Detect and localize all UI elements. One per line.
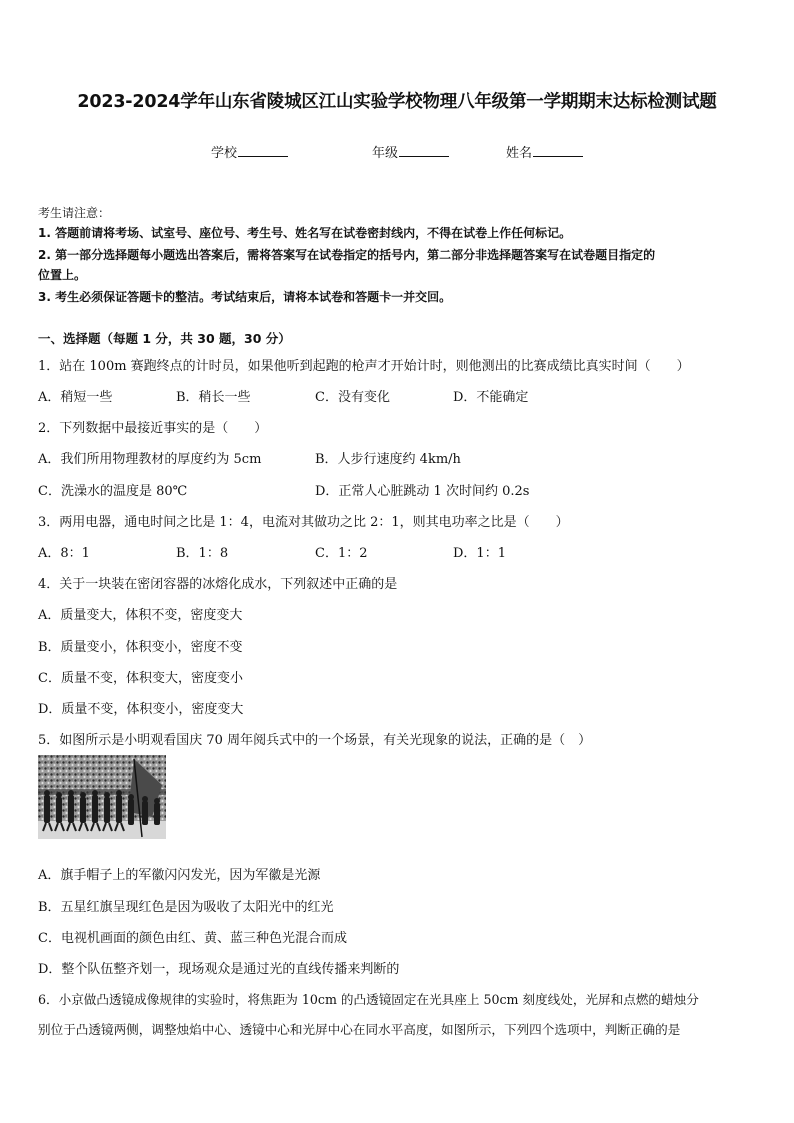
q4-option-b: B．质量变小，体积变小，密度不变 bbox=[38, 640, 243, 655]
notice-item-1: 1. 答题前请将考场、试室号、座位号、考生号、姓名写在试卷密封线内，不得在试卷上作任何标记。 bbox=[38, 226, 572, 240]
q1-option-a: A．稍短一些 bbox=[38, 390, 113, 405]
q1-option-b: B．稍长一些 bbox=[176, 390, 251, 405]
q3-option-b: B．1：8 bbox=[176, 546, 229, 561]
q3-option-c: C．1：2 bbox=[315, 546, 368, 561]
name-field bbox=[506, 142, 583, 161]
q2-option-c: C．洗澡水的温度是 80℃ bbox=[38, 484, 188, 499]
q5-option-b: B．五星红旗呈现红色是因为吸收了太阳光中的红光 bbox=[38, 900, 334, 915]
q5-option-c: C．电视机画面的颜色由红、黄、蓝三种色光混合而成 bbox=[38, 931, 347, 946]
notice-heading: 考生请注意： bbox=[38, 206, 111, 220]
grade-label: 年级 bbox=[372, 146, 399, 161]
q6-stem-line2: 别位于凸透镜两侧，调整烛焰中心、透镜中心和光屏中心在同水平高度，如图所示，下列四个选项中，判断正确的是 bbox=[38, 1022, 681, 1037]
q5-option-a: A．旗手帽子上的军徽闪闪发光，因为军徽是光源 bbox=[38, 868, 321, 883]
notice-item-2-cont: 位置上。 bbox=[38, 268, 87, 282]
q5-stem: 5．如图所示是小明观看国庆 70 周年阅兵式中的一个场景，有关光现象的说法，正确的是（ ） bbox=[38, 733, 592, 748]
q2-option-d: D．正常人心脏跳动 1 次时间约 0.2s bbox=[315, 484, 530, 499]
q1-stem: 1．站在 100m 赛跑终点的计时员，如果他听到起跑的枪声才开始计时，则他测出的比赛成绩比真实时间（ ） bbox=[38, 359, 690, 374]
q3-option-d: D．1：1 bbox=[453, 546, 506, 561]
q2-stem: 2．下列数据中最接近事实的是（ ） bbox=[38, 421, 268, 436]
grade-field bbox=[372, 142, 449, 161]
name-label: 姓名 bbox=[506, 146, 533, 161]
q3-stem: 3．两用电器，通电时间之比是 1：4，电流对其做功之比 2：1，则其电功率之比是（ ） bbox=[38, 515, 569, 530]
name-blank[interactable] bbox=[533, 144, 583, 157]
q6-stem-line1: 6．小京做凸透镜成像规律的实验时，将焦距为 10cm 的凸透镜固定在光具座上 50cm 刻度线处，光屏和点燃的蜡烛分 bbox=[38, 992, 699, 1007]
grade-blank[interactable] bbox=[399, 144, 449, 157]
notice-item-2: 2. 第一部分选择题每小题选出答案后，需将答案写在试卷指定的括号内，第二部分非选择题答案写在试卷题目指定的 bbox=[38, 248, 656, 262]
q2-option-b: B．人步行速度约 4km/h bbox=[315, 452, 461, 467]
section-heading: 一、选择题（每题 1 分，共 30 题，30 分） bbox=[38, 331, 291, 346]
parade-photo bbox=[38, 755, 166, 839]
q4-option-a: A．质量变大，体积不变，密度变大 bbox=[38, 608, 243, 623]
school-field bbox=[211, 142, 288, 161]
q4-option-d: D．质量不变，体积变小，密度变大 bbox=[38, 702, 244, 717]
q3-option-a: A．8：1 bbox=[38, 546, 90, 561]
page-title: 2023-2024学年山东省陵城区江山实验学校物理八年级第一学期期末达标检测试题 bbox=[77, 92, 717, 112]
q5-option-d: D．整个队伍整齐划一，现场观众是通过光的直线传播来判断的 bbox=[38, 962, 400, 977]
school-blank[interactable] bbox=[238, 144, 288, 157]
q4-stem: 4．关于一块装在密闭容器的冰熔化成水，下列叙述中正确的是 bbox=[38, 577, 398, 592]
q1-option-c: C．没有变化 bbox=[315, 390, 390, 405]
q4-option-c: C．质量不变，体积变大，密度变小 bbox=[38, 671, 243, 686]
school-label: 学校 bbox=[211, 146, 238, 161]
notice-item-3: 3. 考生必须保证答题卡的整洁。考试结束后，请将本试卷和答题卡一并交回。 bbox=[38, 290, 452, 304]
q2-option-a: A．我们所用物理教材的厚度约为 5cm bbox=[38, 452, 262, 467]
q1-option-d: D．不能确定 bbox=[453, 390, 529, 405]
